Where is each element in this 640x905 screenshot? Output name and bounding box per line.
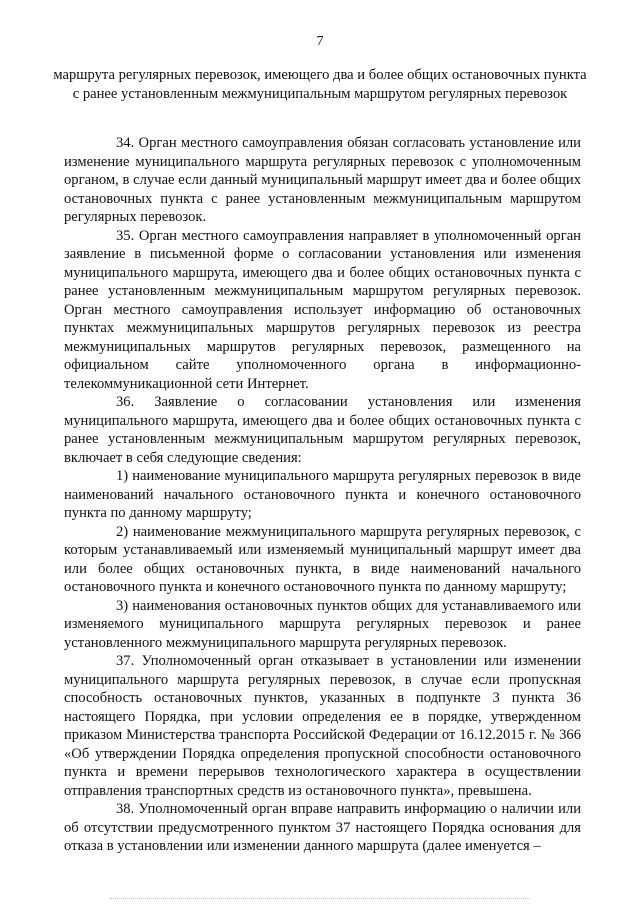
page-number: 7	[316, 34, 324, 49]
paragraph-36: 36. Заявление о согласовании установления или изменения муниципального маршрута, имеющего два и более общих остановочных пункта с ранее установленным межмуниципальным маршрутом регулярных перевозок, включает в себя следующие сведения:	[64, 394, 581, 466]
document-body	[64, 134, 581, 856]
section-heading: маршрута регулярных перевозок, имеющего два и более общих остановочных пункта с ранее установленным межмуниципальным маршрутом регулярных перевозок	[53, 67, 587, 102]
paragraph-36-item-3: 3) наименования остановочных пунктов общих для устанавливаемого или изменяемого муниципального маршрута регулярных перевозок и ранее установленного межмуниципального маршрута регулярных перевозок.	[64, 597, 581, 651]
paragraph-34: 34. Орган местного самоуправления обязан согласовать установление или изменение муниципального маршрута регулярных перевозок с уполномоченным органом, в случае если данный муниципальный маршрут имеет два и более общих остановочных пункта с ранее установленным межмуниципальным маршрутом регулярных перевозок.	[64, 135, 581, 225]
scan-edge-divider	[110, 898, 530, 899]
paragraph-35: 35. Орган местного самоуправления направляет в уполномоченный орган заявление в письменной форме о согласовании установления или изменения муниципального маршрута, имеющего два и более общих остановочных пункта с ранее установленным межмуниципальным маршрутом регулярных перевозок. Орган местного самоуправления использует информацию об остановочных пунктах межмуниципальных маршрутов регулярных перевозок из реестра межмуниципальных маршрутов регулярных перевозок, размещенного на официальном сайте уполномоченного органа в информационно-телекоммуникационной сети Интернет.	[64, 227, 581, 392]
paragraph-36-item-2: 2) наименование межмуниципального маршрута регулярных перевозок, с которым устанавливаемый или изменяемый муниципальный маршрут имеет два или более общих остановочных пункта, в виде наименований начального остановочного пункта и конечного остановочного пункта по данному маршруту;	[64, 523, 581, 595]
paragraph-38: 38. Уполномоченный орган вправе направить информацию о наличии или об отсутствии предусмотренного пунктом 37 настоящего Порядка основания для отказа в установлении или изменении данного маршрута (далее именуется –	[64, 801, 581, 854]
paragraph-36-item-1: 1) наименование муниципального маршрута регулярных перевозок в виде наименований начального остановочного пункта и конечного остановочного пункта по данному маршруту;	[64, 468, 581, 521]
paragraph-37: 37. Уполномоченный орган отказывает в установлении или изменении муниципального маршрута регулярных перевозок, в случае если пропускная способность остановочных пунктов, указанных в подпункте 3 пункта 36 настоящего Порядка, при условии определения ее в порядке, утвержденном приказом Министерства транспорта Российской Федерации от 16.12.2015 г. № 366 «Об утверждении Порядка определения пропускной способности остановочного пункта и времени перерывов технологического характера в осуществлении отправления транспортных средств из остановочного пункта», превышена.	[64, 653, 581, 799]
